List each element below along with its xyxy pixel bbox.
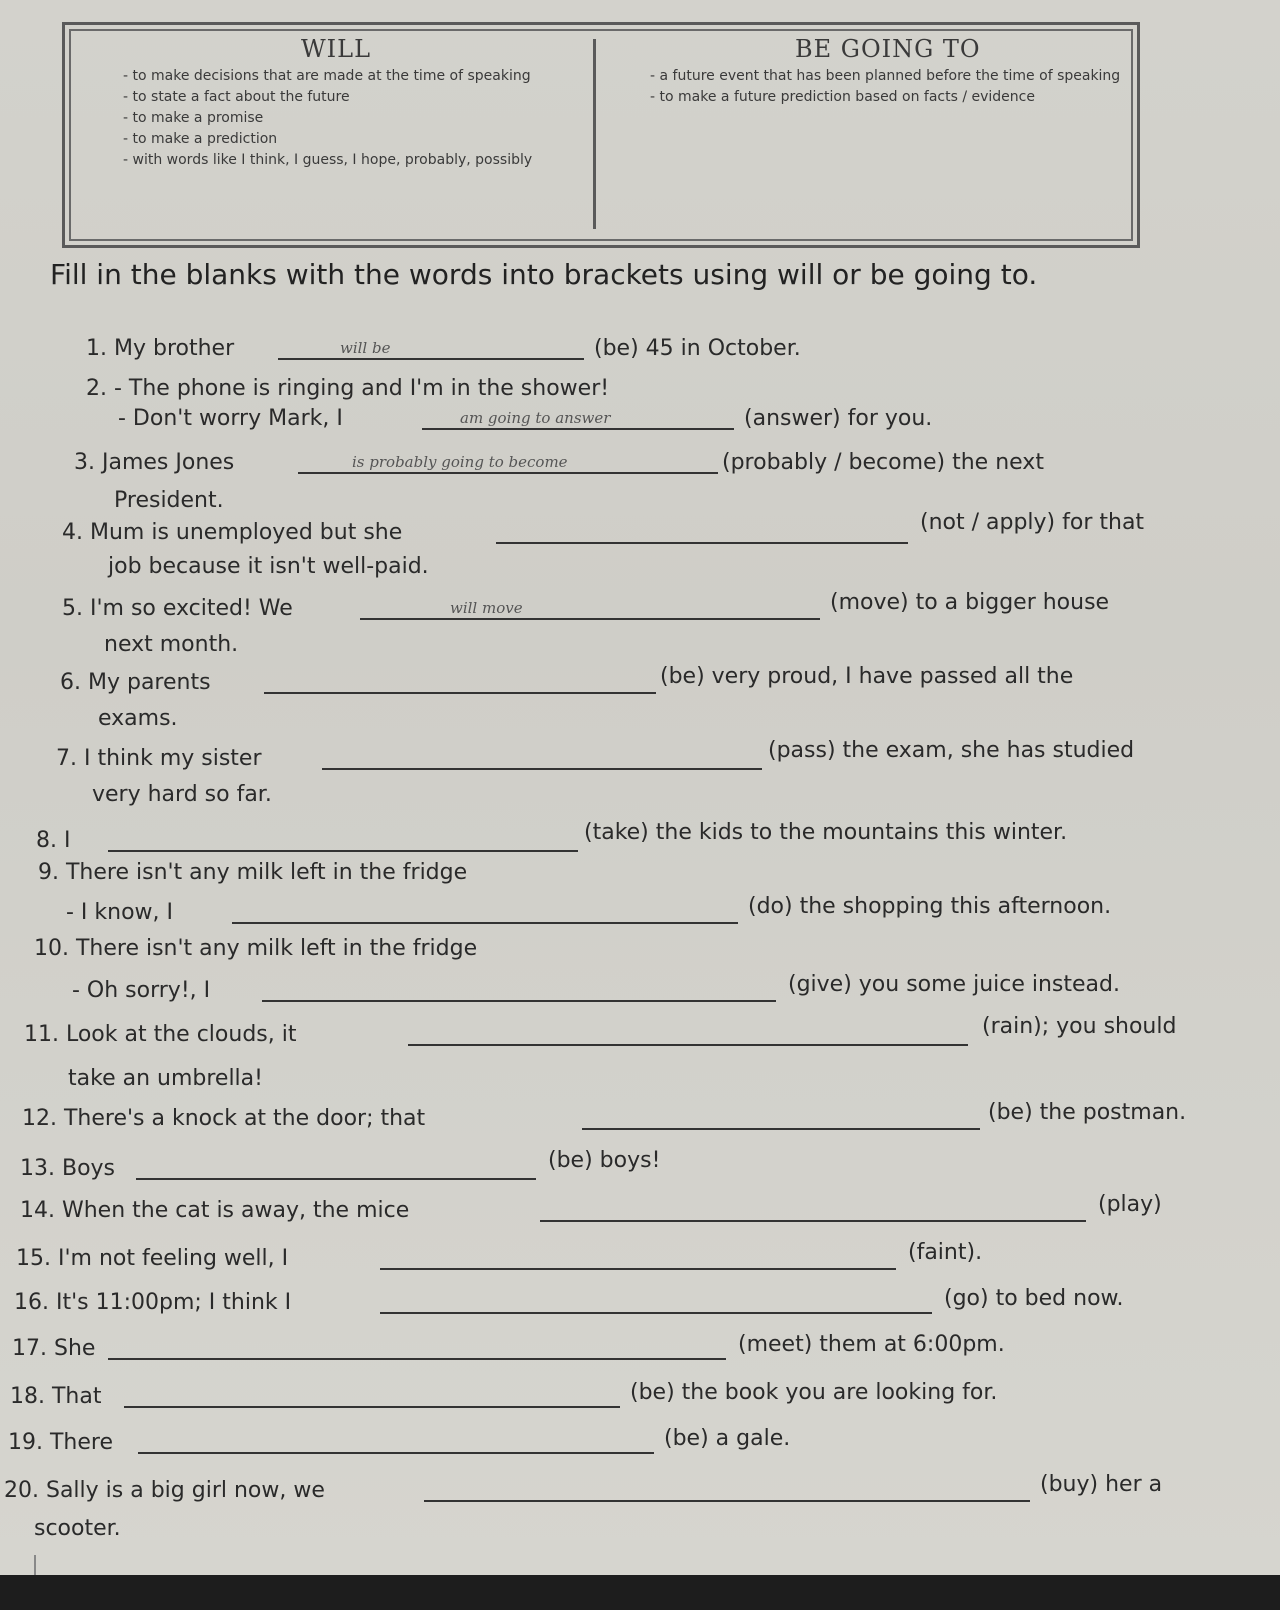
exercise-text: (pass) the exam, she has studied (768, 738, 1135, 763)
answer-blank[interactable] (424, 1478, 1030, 1502)
exercise-text: - Oh sorry!, I (72, 978, 211, 1003)
exercise-text: (be) boys! (548, 1148, 661, 1173)
exercise-text: (be) very proud, I have passed all the (660, 664, 1074, 689)
exercise-text: 13. Boys (20, 1156, 116, 1181)
exercise-text: (be) 45 in October. (594, 336, 801, 361)
answer-text: is probably going to become (352, 453, 568, 471)
will-use: - to state a fact about the future (83, 87, 593, 108)
exercise-text: (rain); you should (982, 1014, 1177, 1039)
exercise-text: 7. I think my sister (56, 746, 262, 771)
exercise-text: (probably / become) the next (722, 450, 1044, 475)
exercise-text: (not / apply) for that (920, 510, 1145, 535)
exercise-text: 10. There isn't any milk left in the fridge (34, 936, 478, 961)
exercise-text: 15. I'm not feeling well, I (16, 1246, 289, 1271)
exercise-continuation: scooter. (34, 1516, 121, 1541)
answer-blank[interactable] (408, 1022, 968, 1046)
answer-blank[interactable] (262, 978, 776, 1002)
answer-blank[interactable] (264, 670, 656, 694)
answer-blank[interactable] (108, 828, 578, 852)
exercise-text: (buy) her a (1040, 1472, 1163, 1497)
exercise-text: (do) the shopping this afternoon. (748, 894, 1112, 919)
exercise-continuation: next month. (104, 632, 239, 657)
exercise-text: (go) to bed now. (944, 1286, 1124, 1311)
exercise-text: (be) the postman. (988, 1100, 1187, 1125)
going-to-use: - to make a future prediction based on facts / evidence (610, 87, 1123, 108)
will-use: - to make decisions that are made at the time of speaking (83, 66, 593, 87)
going-to-uses (610, 66, 1123, 108)
answer-blank[interactable] (380, 1246, 896, 1270)
will-use: - to make a promise (83, 108, 593, 129)
will-uses (83, 66, 593, 171)
answer-blank[interactable] (124, 1384, 620, 1408)
exercise-text: 2. - The phone is ringing and I'm in the shower! (86, 376, 610, 401)
exercise-text: - I know, I (66, 900, 174, 925)
exercise-text: 19. There (8, 1430, 113, 1455)
exercise-text: (take) the kids to the mountains this winter. (584, 820, 1068, 845)
exercise-continuation: President. (114, 488, 224, 513)
answer-blank[interactable] (108, 1336, 726, 1360)
exercise-continuation: exams. (98, 706, 178, 731)
answer-text: will be (340, 339, 391, 357)
exercise-text: 8. I (36, 828, 71, 853)
exercise-continuation: take an umbrella! (68, 1066, 263, 1091)
answer-blank[interactable] (496, 520, 908, 544)
exercise-text: 20. Sally is a big girl now, we (4, 1478, 325, 1503)
exercise-text: (answer) for you. (744, 406, 933, 431)
answer-blank[interactable] (360, 596, 820, 620)
exercise-text: (be) the book you are looking for. (630, 1380, 998, 1405)
going-to-title: BE GOING TO (795, 35, 981, 63)
instruction: Fill in the blanks with the words into brackets using will or be going to. (50, 258, 1038, 291)
will-use: - with words like I think, I guess, I hope, probably, possibly (83, 150, 593, 171)
answer-blank[interactable] (138, 1430, 654, 1454)
answer-blank[interactable] (278, 336, 584, 360)
going-to-use: - a future event that has been planned before the time of speaking (610, 66, 1123, 87)
exercise-text: 6. My parents (60, 670, 211, 695)
exercise-text: (play) (1098, 1192, 1162, 1217)
answer-text: will move (450, 599, 523, 617)
exercise-text: 12. There's a knock at the door; that (22, 1106, 426, 1131)
exercise-text: 18. That (10, 1384, 102, 1409)
exercise-text: 14. When the cat is away, the mice (20, 1198, 410, 1223)
exercise-text: (meet) them at 6:00pm. (738, 1332, 1005, 1357)
exercise-text: (faint). (908, 1240, 983, 1265)
answer-blank[interactable] (136, 1156, 536, 1180)
answer-text: am going to answer (460, 409, 611, 427)
exercise-continuation: job because it isn't well-paid. (108, 554, 429, 579)
exercise-text: 5. I'm so excited! We (62, 596, 293, 621)
exercise-text: - Don't worry Mark, I (118, 406, 343, 431)
dark-background-strip (0, 1575, 1280, 1610)
grammar-table (62, 22, 1140, 248)
exercise-text: (move) to a bigger house (830, 590, 1110, 615)
exercise-text: 3. James Jones (74, 450, 235, 475)
exercise-text: (be) a gale. (664, 1426, 791, 1451)
answer-blank[interactable] (540, 1198, 1086, 1222)
exercise-text: 17. She (12, 1336, 96, 1361)
answer-blank[interactable] (582, 1106, 980, 1130)
paper-edge (34, 1555, 36, 1575)
going-to-column (593, 35, 1123, 229)
exercise-text: 9. There isn't any milk left in the fridge (38, 860, 468, 885)
exercise-text: 4. Mum is unemployed but she (62, 520, 403, 545)
answer-blank[interactable] (380, 1290, 932, 1314)
will-column (83, 35, 593, 171)
answer-blank[interactable] (232, 900, 738, 924)
will-title: WILL (301, 35, 372, 63)
exercise-continuation: very hard so far. (92, 782, 272, 807)
exercise-text: 11. Look at the clouds, it (24, 1022, 297, 1047)
exercise-text: (give) you some juice instead. (788, 972, 1120, 997)
answer-blank[interactable] (322, 746, 762, 770)
will-use: - to make a prediction (83, 129, 593, 150)
exercise-text: 16. It's 11:00pm; I think I (14, 1290, 292, 1315)
exercise-text: 1. My brother (86, 336, 235, 361)
